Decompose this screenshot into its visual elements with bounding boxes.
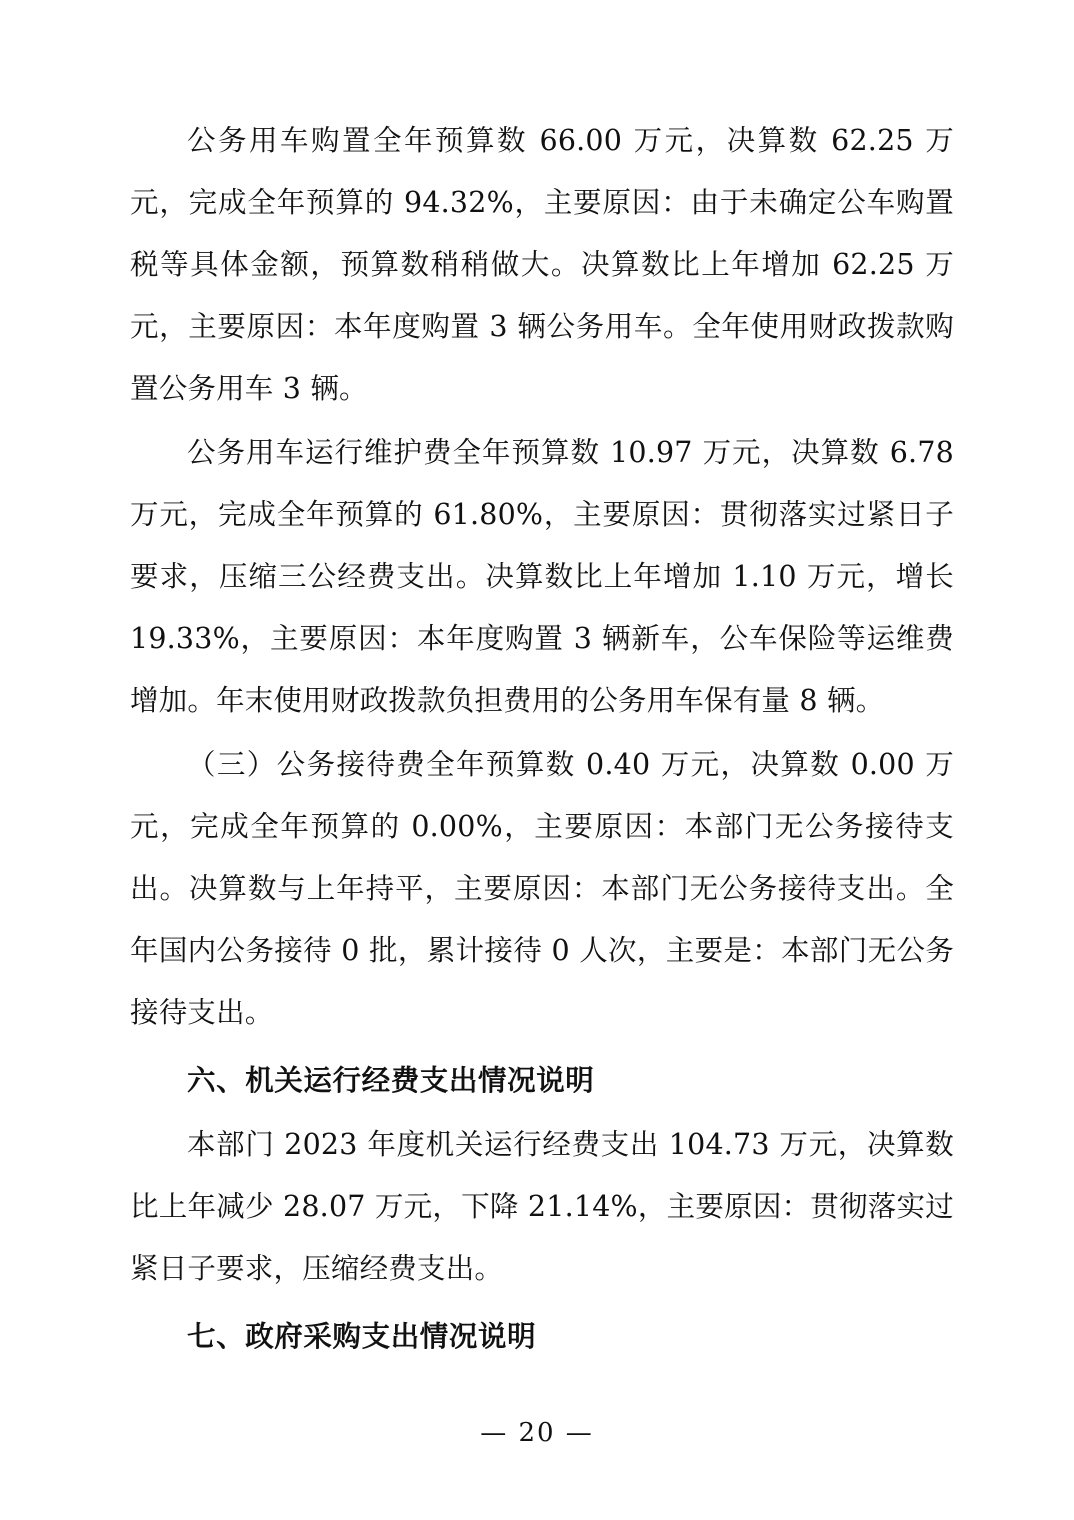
paragraph-vehicle-purchase: 公务用车购置全年预算数 66.00 万元，决算数 62.25 万元，完成全年预算的 94.32%，主要原因：由于未确定公车购置税等具体金额，预算数稍稍做大。决算数比上年增加 62.25 万元，主要原因：本年度购置 3 辆公务用车。全年使用财政拨款购置公务用车 3 辆。 bbox=[130, 124, 954, 405]
document-body bbox=[130, 110, 964, 1368]
paragraph-vehicle-maintenance: 公务用车运行维护费全年预算数 10.97 万元，决算数 6.78 万元，完成全年预算的 61.80%，主要原因：贯彻落实过紧日子要求，压缩三公经费支出。决算数比上年增加 1.10 万元，增长 19.33%，主要原因：本年度购置 3 辆新车，公车保险等运维费增加。年末使用财政拨款负担费用的公务用车保有量 8 辆。 bbox=[130, 436, 964, 717]
heading-section-six: 六、机关运行经费支出情况说明 bbox=[187, 1064, 595, 1097]
page-number: — 20 — bbox=[480, 1418, 594, 1448]
paragraph-official-reception: （三）公务接待费全年预算数 0.40 万元，决算数 0.00 万元，完成全年预算的 0.00%，主要原因：本部门无公务接待支出。决算数与上年持平，主要原因：本部门无公务接待支出。全年国内公务接待 0 批，累计接待 0 人次，主要是：本部门无公务接待支出。 bbox=[130, 748, 954, 1029]
paragraph-operating-expenses: 本部门 2023 年度机关运行经费支出 104.73 万元，决算数比上年减少 28.07 万元，下降 21.14%，主要原因：贯彻落实过紧日子要求，压缩经费支出。 bbox=[130, 1128, 954, 1285]
heading-section-seven: 七、政府采购支出情况说明 bbox=[187, 1320, 537, 1353]
